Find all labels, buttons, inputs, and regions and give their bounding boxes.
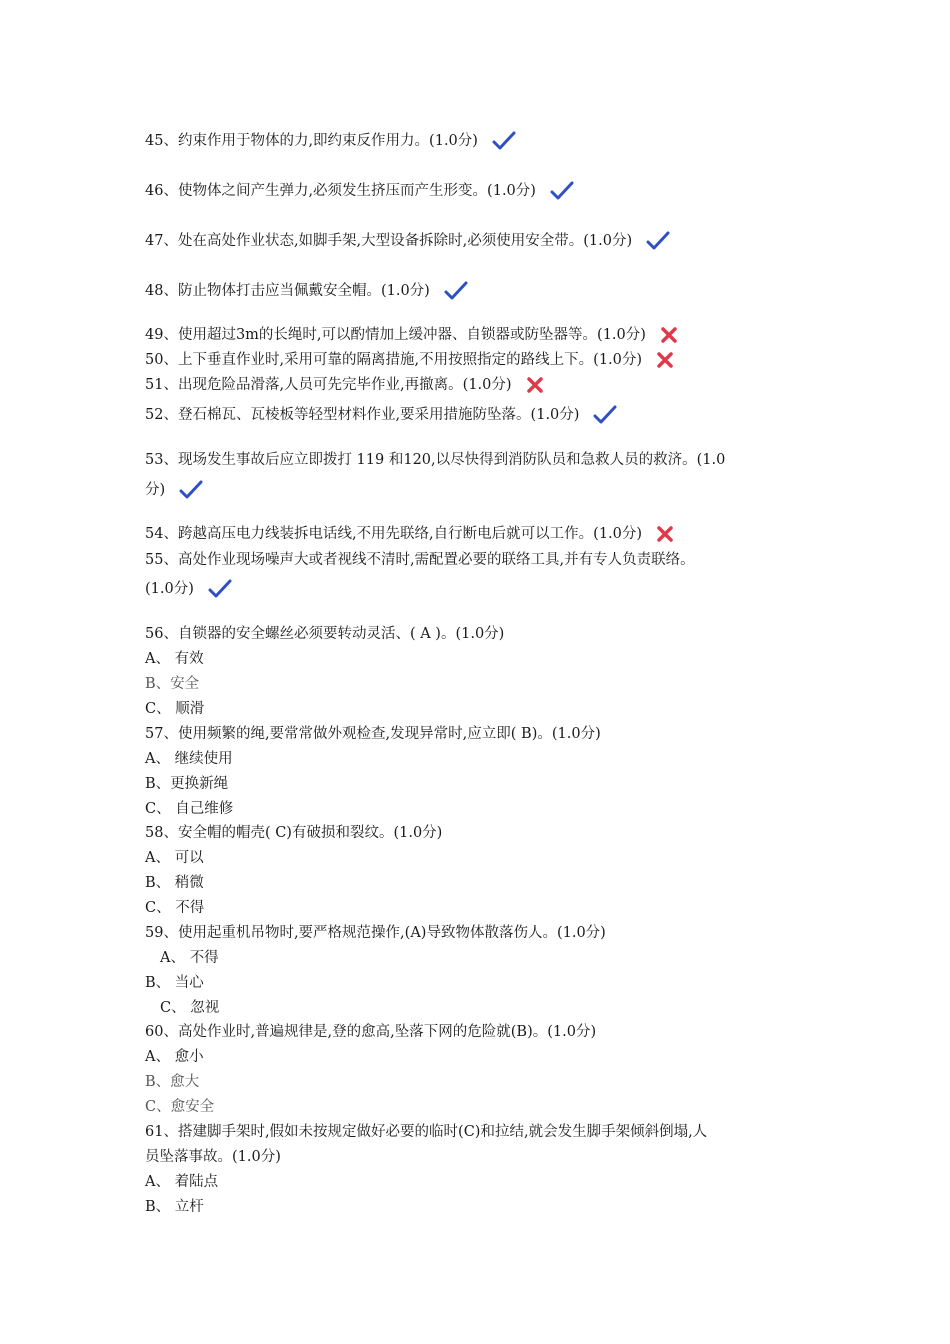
option-57-b: B、更换新绳 (145, 776, 229, 792)
question-60: 60、高处作业时,普遍规律是,登的愈高,坠落下网的危险就(B)。(1.0分) (145, 1024, 597, 1040)
question-48 (145, 280, 468, 302)
question-text: 55、高处作业现场噪声大或者视线不清时,需配置必要的联络工具,并有专人负责联络。 (145, 552, 695, 568)
question-text: 49、使用超过3m的长绳时,可以酌情加上缓冲器、自锁器或防坠器等。(1.0分) (145, 327, 646, 343)
question-55-line2 (145, 578, 232, 600)
option-59-c: C、 忽视 (160, 1000, 220, 1016)
check-icon (208, 579, 232, 599)
cross-icon (656, 526, 674, 542)
question-61-line2: 员坠落事故。(1.0分) (145, 1149, 281, 1165)
check-icon (593, 405, 617, 425)
question-61-line1: 61、搭建脚手架时,假如未按规定做好必要的临时(C)和拉结,就会发生脚手架倾斜倒塌,人 (145, 1124, 708, 1140)
question-51 (145, 374, 544, 396)
question-46 (145, 180, 574, 202)
option-58-b: B、 稍微 (145, 875, 204, 891)
check-icon (492, 131, 516, 151)
question-text: 45、约束作用于物体的力,即约束反作用力。(1.0分) (145, 133, 478, 149)
option-58-a: A、 可以 (145, 850, 204, 866)
check-icon (444, 281, 468, 301)
option-60-c: C、愈安全 (145, 1099, 215, 1115)
check-icon (550, 181, 574, 201)
question-text: 分) (145, 482, 166, 498)
question-text: (1.0分) (145, 581, 194, 597)
option-58-c: C、 不得 (145, 900, 205, 916)
question-text: 51、出现危险品滑落,人员可先完毕作业,再撤离。(1.0分) (145, 377, 512, 393)
question-55-line1 (145, 549, 695, 571)
question-53-line2 (145, 479, 203, 501)
question-45 (145, 130, 516, 152)
question-text: 48、防止物体打击应当佩戴安全帽。(1.0分) (145, 283, 430, 299)
question-49 (145, 324, 678, 346)
cross-icon (660, 327, 678, 343)
question-54 (145, 523, 674, 545)
option-60-b: B、愈大 (145, 1074, 200, 1090)
option-57-c: C、 自己维修 (145, 801, 234, 817)
question-text: 52、登石棉瓦、瓦棱板等轻型材料作业,要采用措施防坠落。(1.0分) (145, 407, 580, 423)
question-text: 53、现场发生事故后应立即拨打 119 和120,以尽快得到消防队员和急救人员的救济。(1.0 (145, 452, 726, 468)
check-icon (646, 231, 670, 251)
cross-icon (656, 352, 674, 368)
question-text: 54、跨越高压电力线装拆电话线,不用先联络,自行断电后就可以工作。(1.0分) (145, 526, 643, 542)
question-56: 56、自锁器的安全螺丝必须要转动灵活、( A )。(1.0分) (145, 626, 505, 642)
question-53-line1 (145, 449, 725, 471)
option-56-b: B、安全 (145, 676, 200, 692)
option-56-c: C、 顺滑 (145, 701, 205, 717)
question-52 (145, 404, 617, 426)
question-58: 58、安全帽的帽壳( C)有破损和裂纹。(1.0分) (145, 825, 443, 841)
option-61-b: B、 立杆 (145, 1199, 204, 1215)
cross-icon (526, 377, 544, 393)
option-59-a: A、 不得 (160, 950, 219, 966)
question-text: 46、使物体之间产生弹力,必须发生挤压而产生形变。(1.0分) (145, 183, 536, 199)
question-47 (145, 230, 670, 252)
question-59: 59、使用起重机吊物时,要严格规范操作,(A)导致物体散落伤人。(1.0分) (145, 925, 606, 941)
option-61-a: A、 着陆点 (145, 1174, 219, 1190)
check-icon (179, 480, 203, 500)
option-59-b: B、 当心 (145, 975, 204, 991)
question-50 (145, 349, 674, 371)
question-text: 50、上下垂直作业时,采用可靠的隔离措施,不用按照指定的路线上下。(1.0分) (145, 352, 643, 368)
question-57: 57、使用频繁的绳,要常常做外观检查,发现异常时,应立即( B)。(1.0分) (145, 726, 601, 742)
question-text: 47、处在高处作业状态,如脚手架,大型设备拆除时,必须使用安全带。(1.0分) (145, 233, 633, 249)
option-57-a: A、 继续使用 (145, 751, 233, 767)
option-56-a: A、 有效 (145, 651, 204, 667)
option-60-a: A、 愈小 (145, 1049, 204, 1065)
